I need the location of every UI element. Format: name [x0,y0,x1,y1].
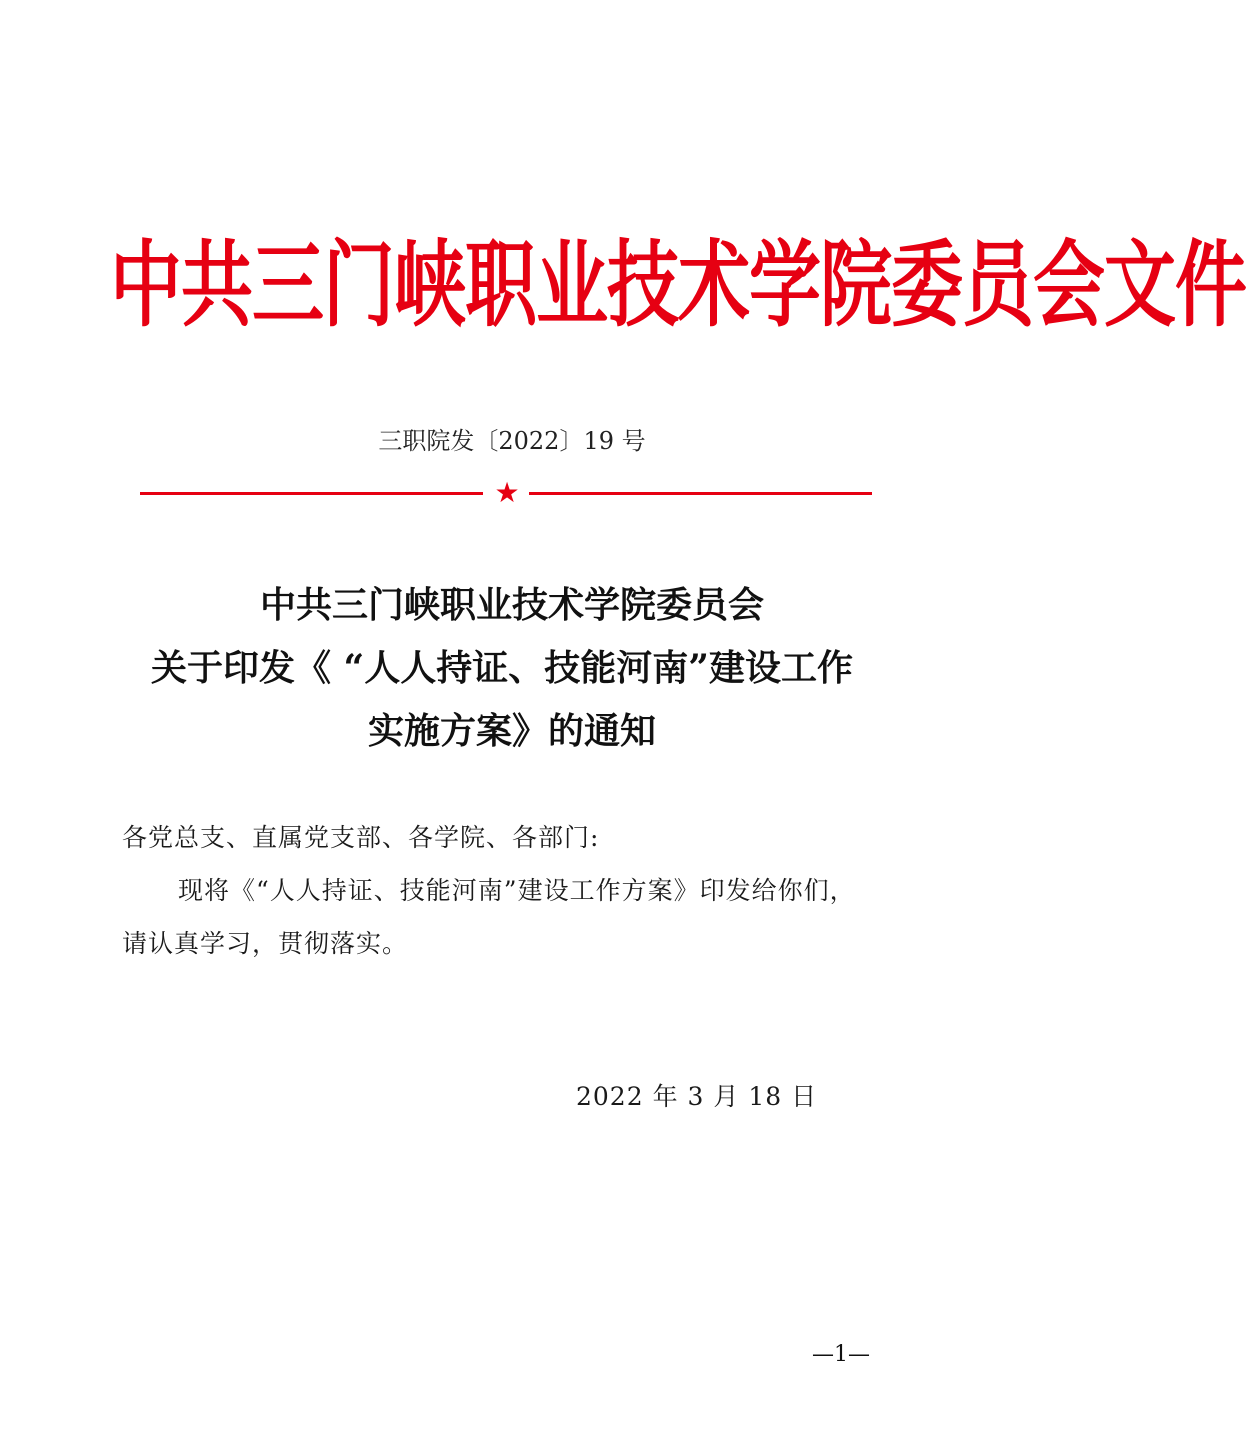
red-divider-left [140,492,483,495]
red-header-title: 中共三门峡职业技术学院委员会文件 [110,230,1246,340]
page-number: —1— [812,1342,870,1367]
body-paragraph-line-2: 请认真学习，贯彻落实。 [122,929,409,958]
document-date: 2022 年 3 月 18 日 [576,1082,818,1111]
notice-title-line-1: 中共三门峡职业技术学院委员会 [259,584,764,626]
star-icon: ★ [494,476,520,509]
notice-title-line-3: 实施方案》的通知 [367,710,656,752]
notice-title-line-2: 关于印发《 “人人持证、技能河南”建设工作 [151,647,853,689]
red-divider-right [529,492,872,495]
document-number: 三职院发〔2022〕19 号 [378,427,646,455]
salutation: 各党总支、直属党支部、各学院、各部门: [122,823,600,852]
body-paragraph-line-1: 现将《“人人持证、技能河南”建设工作方案》印发给你们， [178,876,856,905]
